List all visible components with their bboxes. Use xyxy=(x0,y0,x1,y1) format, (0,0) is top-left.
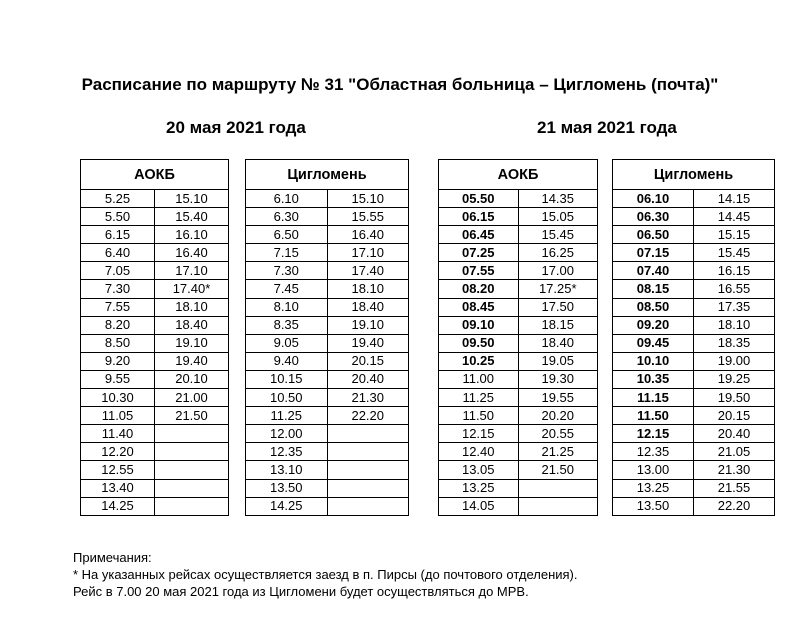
table-row xyxy=(81,298,229,316)
time-cell-first: 08.20 xyxy=(439,280,519,298)
table-row xyxy=(613,226,775,244)
table-row xyxy=(439,190,598,208)
table-row xyxy=(81,425,229,443)
time-cell-first: 11.05 xyxy=(81,407,155,425)
time-cell-first: 06.10 xyxy=(613,190,694,208)
time-cell-second xyxy=(327,479,409,497)
table-row xyxy=(81,244,229,262)
time-cell-second: 15.45 xyxy=(694,244,775,262)
time-cell-first: 14.05 xyxy=(439,497,519,515)
table-row xyxy=(613,370,775,388)
time-cell-second: 19.10 xyxy=(327,316,409,334)
time-cell-second: 18.10 xyxy=(155,298,229,316)
time-cell-second: 17.10 xyxy=(155,262,229,280)
table-row xyxy=(246,244,409,262)
time-cell-second: 19.40 xyxy=(155,352,229,370)
time-cell-first: 8.10 xyxy=(246,298,328,316)
time-cell-first: 08.50 xyxy=(613,298,694,316)
table-row xyxy=(246,407,409,425)
table-row xyxy=(439,479,598,497)
time-cell-first: 7.45 xyxy=(246,280,328,298)
time-cell-second: 15.10 xyxy=(327,190,409,208)
time-cell-first: 13.05 xyxy=(439,461,519,479)
time-cell-first: 10.30 xyxy=(81,389,155,407)
time-cell-second xyxy=(155,479,229,497)
table-row xyxy=(246,226,409,244)
time-cell-second xyxy=(518,479,598,497)
table-row xyxy=(439,497,598,515)
table-row xyxy=(613,407,775,425)
table-row xyxy=(81,497,229,515)
table-row xyxy=(81,370,229,388)
table-row xyxy=(246,190,409,208)
time-cell-first: 11.25 xyxy=(439,389,519,407)
time-cell-first: 12.40 xyxy=(439,443,519,461)
time-cell-first: 7.55 xyxy=(81,298,155,316)
date-heading-day2: 21 мая 2021 года xyxy=(537,118,677,137)
time-cell-first: 8.50 xyxy=(81,334,155,352)
time-cell-second: 17.50 xyxy=(518,298,598,316)
time-cell-first: 12.00 xyxy=(246,425,328,443)
time-cell-second: 21.25 xyxy=(518,443,598,461)
date-heading-day1: 20 мая 2021 года xyxy=(166,118,306,137)
time-cell-first: 13.00 xyxy=(613,461,694,479)
time-cell-second: 17.40 xyxy=(327,262,409,280)
time-cell-second: 14.15 xyxy=(694,190,775,208)
time-cell-first: 6.30 xyxy=(246,208,328,226)
time-cell-second xyxy=(327,425,409,443)
time-cell-second: 17.10 xyxy=(327,244,409,262)
schedule-table-day2-aokb xyxy=(438,159,598,516)
time-cell-first: 14.25 xyxy=(81,497,155,515)
time-cell-second xyxy=(327,461,409,479)
schedule-table-day1-aokb xyxy=(80,159,229,516)
time-cell-first: 08.15 xyxy=(613,280,694,298)
time-cell-second: 21.30 xyxy=(327,389,409,407)
table-row xyxy=(81,479,229,497)
time-cell-first: 14.25 xyxy=(246,497,328,515)
table-row xyxy=(613,389,775,407)
table-row xyxy=(246,334,409,352)
table-row xyxy=(613,461,775,479)
time-cell-second xyxy=(327,497,409,515)
table-row xyxy=(613,443,775,461)
time-cell-second: 19.50 xyxy=(694,389,775,407)
time-cell-first: 9.05 xyxy=(246,334,328,352)
time-cell-second: 20.55 xyxy=(518,425,598,443)
time-cell-first: 12.35 xyxy=(246,443,328,461)
table-row xyxy=(439,226,598,244)
table-row xyxy=(613,280,775,298)
time-cell-first: 13.25 xyxy=(613,479,694,497)
time-cell-second: 16.10 xyxy=(155,226,229,244)
time-cell-first: 06.45 xyxy=(439,226,519,244)
time-cell-second: 17.40* xyxy=(155,280,229,298)
time-cell-second xyxy=(518,497,598,515)
time-cell-second: 18.10 xyxy=(327,280,409,298)
table-row xyxy=(81,443,229,461)
table-row xyxy=(613,479,775,497)
table-row xyxy=(246,461,409,479)
table-row xyxy=(81,407,229,425)
table-row xyxy=(81,461,229,479)
time-cell-second: 16.40 xyxy=(327,226,409,244)
table-row xyxy=(439,298,598,316)
table-row xyxy=(613,316,775,334)
time-cell-second xyxy=(155,461,229,479)
table-row xyxy=(81,280,229,298)
time-cell-first: 7.30 xyxy=(81,280,155,298)
time-cell-second: 17.35 xyxy=(694,298,775,316)
time-cell-first: 06.15 xyxy=(439,208,519,226)
time-cell-first: 11.00 xyxy=(439,370,519,388)
time-cell-first: 6.15 xyxy=(81,226,155,244)
time-cell-first: 6.10 xyxy=(246,190,328,208)
time-cell-second: 19.30 xyxy=(518,370,598,388)
time-cell-second xyxy=(155,443,229,461)
time-cell-second: 14.45 xyxy=(694,208,775,226)
time-cell-second: 15.05 xyxy=(518,208,598,226)
table-row xyxy=(439,244,598,262)
table-row xyxy=(246,208,409,226)
time-cell-first: 12.15 xyxy=(613,425,694,443)
table-row xyxy=(439,334,598,352)
table-header: АОКБ xyxy=(81,160,229,190)
time-cell-second: 20.20 xyxy=(518,407,598,425)
time-cell-first: 10.10 xyxy=(613,352,694,370)
time-cell-first: 9.55 xyxy=(81,370,155,388)
time-cell-first: 05.50 xyxy=(439,190,519,208)
time-cell-first: 11.50 xyxy=(439,407,519,425)
time-cell-second: 20.10 xyxy=(155,370,229,388)
time-cell-second: 17.25* xyxy=(518,280,598,298)
time-cell-second: 22.20 xyxy=(327,407,409,425)
time-cell-first: 07.25 xyxy=(439,244,519,262)
notes-block xyxy=(73,549,578,600)
notes-heading: Примечания: xyxy=(73,550,152,565)
table-row xyxy=(246,497,409,515)
time-cell-first: 11.25 xyxy=(246,407,328,425)
table-row xyxy=(439,461,598,479)
time-cell-first: 10.25 xyxy=(439,352,519,370)
table-row xyxy=(439,443,598,461)
table-row xyxy=(81,389,229,407)
table-row xyxy=(613,262,775,280)
time-cell-second: 21.30 xyxy=(694,461,775,479)
time-cell-first: 8.35 xyxy=(246,316,328,334)
time-cell-first: 12.55 xyxy=(81,461,155,479)
time-cell-second: 21.50 xyxy=(518,461,598,479)
time-cell-second: 19.40 xyxy=(327,334,409,352)
table-row xyxy=(81,262,229,280)
time-cell-second: 15.10 xyxy=(155,190,229,208)
table-row xyxy=(81,190,229,208)
time-cell-first: 7.15 xyxy=(246,244,328,262)
time-cell-first: 13.10 xyxy=(246,461,328,479)
time-cell-second: 22.20 xyxy=(694,497,775,515)
time-cell-second: 15.55 xyxy=(327,208,409,226)
table-row xyxy=(246,479,409,497)
time-cell-first: 9.40 xyxy=(246,352,328,370)
time-cell-second: 21.50 xyxy=(155,407,229,425)
time-cell-second: 19.05 xyxy=(518,352,598,370)
time-cell-second: 21.05 xyxy=(694,443,775,461)
time-cell-first: 6.50 xyxy=(246,226,328,244)
time-cell-first: 13.25 xyxy=(439,479,519,497)
table-row xyxy=(246,280,409,298)
table-row xyxy=(439,316,598,334)
time-cell-second: 19.55 xyxy=(518,389,598,407)
table-row xyxy=(246,443,409,461)
time-cell-second: 19.10 xyxy=(155,334,229,352)
time-cell-second: 15.15 xyxy=(694,226,775,244)
table-row xyxy=(439,208,598,226)
time-cell-second: 17.00 xyxy=(518,262,598,280)
time-cell-second: 19.25 xyxy=(694,370,775,388)
table-row xyxy=(246,370,409,388)
time-cell-first: 5.25 xyxy=(81,190,155,208)
table-row xyxy=(246,425,409,443)
table-row xyxy=(439,352,598,370)
time-cell-first: 07.55 xyxy=(439,262,519,280)
table-row xyxy=(613,425,775,443)
time-cell-second: 20.15 xyxy=(327,352,409,370)
table-row xyxy=(613,352,775,370)
time-cell-first: 07.40 xyxy=(613,262,694,280)
time-cell-first: 13.50 xyxy=(246,479,328,497)
time-cell-first: 7.30 xyxy=(246,262,328,280)
time-cell-second: 16.25 xyxy=(518,244,598,262)
table-header: Цигломень xyxy=(246,160,409,190)
time-cell-second: 18.15 xyxy=(518,316,598,334)
schedule-table-day2-tsiglomen xyxy=(612,159,775,516)
time-cell-second: 16.40 xyxy=(155,244,229,262)
table-row xyxy=(246,389,409,407)
time-cell-second xyxy=(327,443,409,461)
time-cell-second: 20.40 xyxy=(327,370,409,388)
table-row xyxy=(246,262,409,280)
time-cell-second: 18.35 xyxy=(694,334,775,352)
time-cell-first: 09.50 xyxy=(439,334,519,352)
table-row xyxy=(81,352,229,370)
time-cell-first: 7.05 xyxy=(81,262,155,280)
time-cell-first: 9.20 xyxy=(81,352,155,370)
time-cell-second: 18.40 xyxy=(327,298,409,316)
time-cell-second: 21.00 xyxy=(155,389,229,407)
time-cell-second: 18.40 xyxy=(518,334,598,352)
table-row xyxy=(246,298,409,316)
time-cell-first: 11.50 xyxy=(613,407,694,425)
time-cell-first: 10.15 xyxy=(246,370,328,388)
time-cell-first: 10.35 xyxy=(613,370,694,388)
table-row xyxy=(81,208,229,226)
schedule-title: Расписание по маршруту № 31 "Областная больница – Цигломень (почта)" xyxy=(81,75,719,94)
time-cell-first: 06.50 xyxy=(613,226,694,244)
table-row xyxy=(613,208,775,226)
time-cell-first: 09.45 xyxy=(613,334,694,352)
time-cell-first: 13.50 xyxy=(613,497,694,515)
schedule-table-day1-tsiglomen xyxy=(245,159,409,516)
time-cell-first: 12.15 xyxy=(439,425,519,443)
time-cell-first: 11.15 xyxy=(613,389,694,407)
time-cell-first: 07.15 xyxy=(613,244,694,262)
table-row xyxy=(81,316,229,334)
table-row xyxy=(81,226,229,244)
time-cell-first: 06.30 xyxy=(613,208,694,226)
time-cell-first: 09.10 xyxy=(439,316,519,334)
note-asterisk: * На указанных рейсах осуществляется заезд в п. Пирсы (до почтового отделения). xyxy=(73,567,578,582)
time-cell-second: 20.15 xyxy=(694,407,775,425)
table-row xyxy=(613,298,775,316)
table-row xyxy=(439,407,598,425)
table-row xyxy=(81,334,229,352)
table-row xyxy=(439,262,598,280)
time-cell-second: 16.15 xyxy=(694,262,775,280)
table-row xyxy=(439,370,598,388)
time-cell-first: 11.40 xyxy=(81,425,155,443)
time-cell-first: 13.40 xyxy=(81,479,155,497)
time-cell-second: 20.40 xyxy=(694,425,775,443)
note-mrv: Рейс в 7.00 20 мая 2021 года из Цигломени будет осуществляться до МРВ. xyxy=(73,584,529,599)
table-row xyxy=(613,244,775,262)
time-cell-first: 09.20 xyxy=(613,316,694,334)
time-cell-second: 15.40 xyxy=(155,208,229,226)
table-header: Цигломень xyxy=(613,160,775,190)
table-row xyxy=(246,316,409,334)
time-cell-first: 6.40 xyxy=(81,244,155,262)
time-cell-second: 18.40 xyxy=(155,316,229,334)
time-cell-second: 18.10 xyxy=(694,316,775,334)
time-cell-second: 21.55 xyxy=(694,479,775,497)
time-cell-second: 16.55 xyxy=(694,280,775,298)
time-cell-first: 08.45 xyxy=(439,298,519,316)
time-cell-second: 15.45 xyxy=(518,226,598,244)
table-row xyxy=(439,389,598,407)
time-cell-second xyxy=(155,497,229,515)
time-cell-first: 10.50 xyxy=(246,389,328,407)
table-row xyxy=(439,425,598,443)
time-cell-first: 12.35 xyxy=(613,443,694,461)
time-cell-first: 12.20 xyxy=(81,443,155,461)
time-cell-second: 14.35 xyxy=(518,190,598,208)
time-cell-first: 8.20 xyxy=(81,316,155,334)
table-row xyxy=(439,280,598,298)
table-row xyxy=(613,334,775,352)
time-cell-second xyxy=(155,425,229,443)
table-row xyxy=(246,352,409,370)
table-header: АОКБ xyxy=(439,160,598,190)
table-row xyxy=(613,497,775,515)
table-row xyxy=(613,190,775,208)
time-cell-first: 5.50 xyxy=(81,208,155,226)
time-cell-second: 19.00 xyxy=(694,352,775,370)
